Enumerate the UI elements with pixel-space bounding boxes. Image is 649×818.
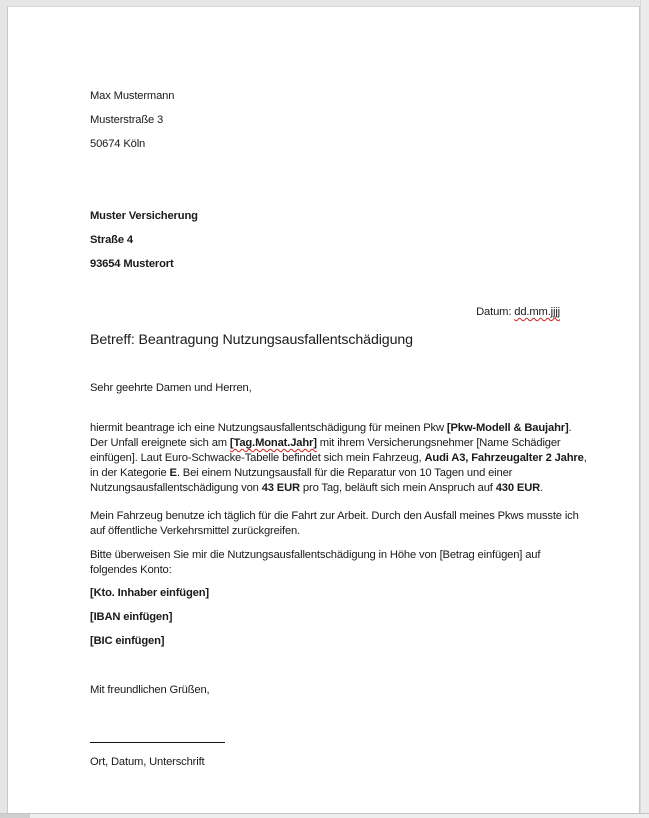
recipient-name: Muster Versicherung (90, 210, 198, 222)
signature-caption: Ort, Datum, Unterschrift (90, 756, 205, 768)
closing: Mit freundlichen Grüßen, (90, 684, 210, 696)
total-claim: 430 EUR (495, 482, 541, 494)
text-run: pro Tag, beläuft sich mein Anspruch auf (299, 482, 496, 494)
subject-heading: Betreff: Beantragung Nutzungsausfallentschädigung (90, 332, 413, 348)
signature-line (90, 742, 225, 743)
category: E (169, 467, 177, 479)
accident-date-placeholder: [Tag.Monat.Jahr] (229, 437, 317, 449)
scrollbar-thumb[interactable] (0, 814, 30, 818)
paragraph-claim-line-2 (90, 436, 590, 451)
account-bic: [BIC einfügen] (90, 635, 165, 647)
account-iban: [IBAN einfügen] (90, 611, 173, 623)
paragraph-usage (90, 509, 590, 539)
text-run: Nutzungsausfallentschädigung von (90, 482, 262, 494)
car-model-placeholder: [Pkw-Modell & Baujahr] (446, 422, 569, 434)
text-run: Der Unfall ereignete sich am (90, 437, 230, 449)
paragraph-payment-line-1: Bitte überweisen Sie mir die Nutzungsausfallentschädigung in Höhe von [Betrag einfügen] auf (90, 549, 541, 561)
text-run: hiermit beantrage ich eine Nutzungsausfallentschädigung für meinen Pkw (90, 422, 447, 434)
date-label: Datum: (476, 306, 515, 318)
sender-city: 50674 Köln (90, 138, 146, 150)
paragraph-claim-line-3 (90, 451, 590, 466)
horizontal-scrollbar[interactable] (0, 813, 649, 818)
sender-street: Musterstraße 3 (90, 114, 164, 126)
account-holder: [Kto. Inhaber einfügen] (90, 587, 209, 599)
document-page[interactable] (7, 6, 640, 814)
car-info: Audi A3, Fahrzeugalter 2 Jahre (424, 452, 584, 464)
paragraph-claim-line-1 (90, 421, 590, 436)
text-run: mit ihrem Versicherungsnehmer [Name Schädiger (316, 437, 561, 449)
paragraph-payment-line-2: folgendes Konto: (90, 564, 172, 576)
text-run: . Bei einem Nutzungsausfall für die Reparatur von 10 Tagen und einer (176, 467, 513, 479)
text-run: . (540, 482, 544, 494)
text-run: in der Kategorie (90, 467, 170, 479)
text-run: einfügen]. Laut Euro-Schwacke-Tabelle befindet sich mein Fahrzeug, (90, 452, 425, 464)
daily-rate: 43 EUR (261, 482, 300, 494)
date-line (476, 305, 560, 319)
text-run: , (583, 452, 587, 464)
salutation: Sehr geehrte Damen und Herren, (90, 382, 252, 394)
paragraph-usage-line-2: auf öffentliche Verkehrsmittel zurückgreifen. (90, 525, 301, 537)
paragraph-usage-line-1: Mein Fahrzeug benutze ich täglich für die Fahrt zur Arbeit. Durch den Ausfall meines Pkws musste ich (90, 510, 579, 522)
vertical-scrollbar[interactable] (640, 0, 649, 818)
paragraph-payment (90, 548, 590, 578)
date-value: dd.mm.jjjj (514, 306, 560, 318)
sender-name: Max Mustermann (90, 90, 175, 102)
recipient-city: 93654 Musterort (90, 258, 174, 270)
paragraph-claim (90, 421, 590, 496)
recipient-street: Straße 4 (90, 234, 133, 246)
paragraph-claim-line-4 (90, 466, 590, 481)
paragraph-claim-line-5 (90, 481, 590, 496)
text-run: . (568, 422, 572, 434)
